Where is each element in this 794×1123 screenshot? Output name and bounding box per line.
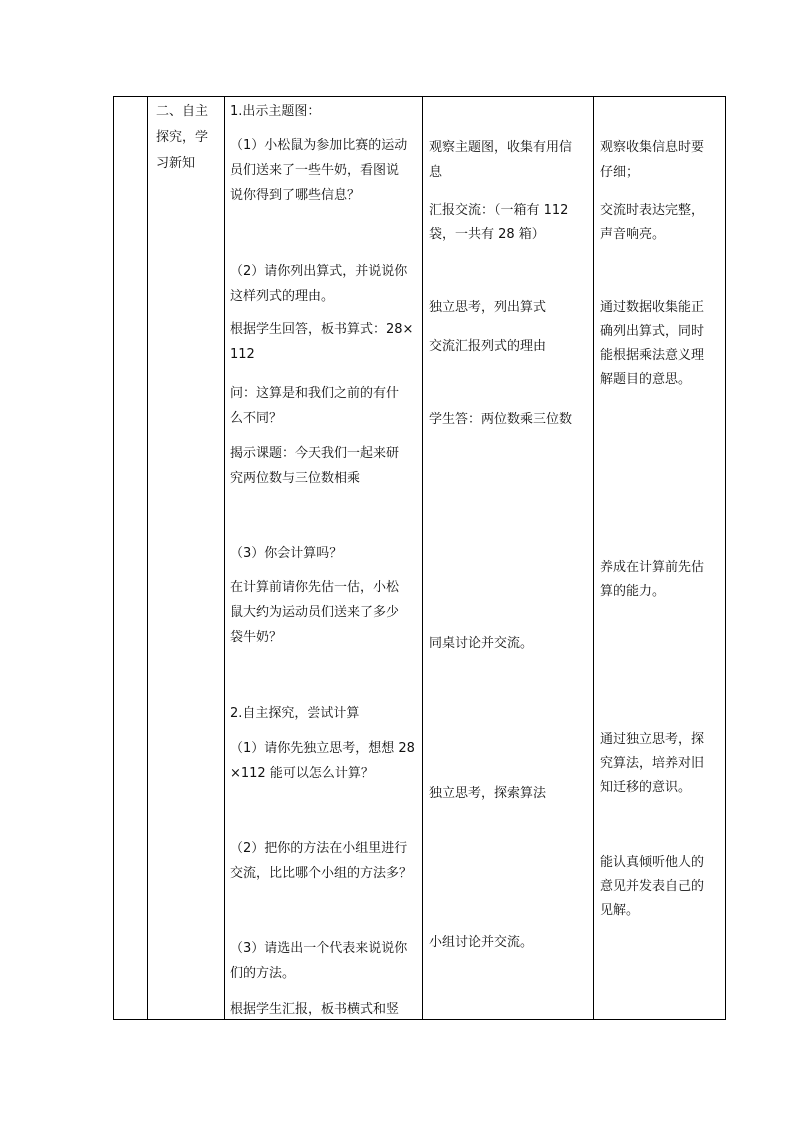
stage-column — [148, 96, 224, 1020]
teacher-text: 112 — [230, 347, 255, 362]
intent-text: 意见并发表自己的 — [600, 879, 705, 894]
student-text: 观察主题图，收集有用信 — [429, 140, 573, 155]
teacher-text: ×112 能可以怎么计算？ — [230, 766, 374, 781]
teacher-text: （3）你会计算吗？ — [230, 546, 343, 561]
table-line-left — [113, 96, 114, 1020]
intent-text: 知迁移的意识。 — [600, 780, 692, 795]
teacher-text: 交流，比比哪个小组的方法多？ — [230, 866, 413, 881]
student-text: 独立思考，列出算式 — [429, 300, 547, 315]
stage-line: 习新知 — [156, 156, 196, 171]
student-text: 袋，一共有 28 箱） — [429, 227, 545, 242]
teacher-text: （2）把你的方法在小组里进行 — [230, 841, 408, 856]
teacher-text: 员们送来了一些牛奶，看图说 — [230, 163, 400, 178]
teacher-text: 问：这算是和我们之前的有什 — [230, 386, 400, 401]
teacher-text: 揭示课题：今天我们一起来研 — [230, 446, 400, 461]
intent-text: 究算法，培养对旧 — [600, 756, 705, 771]
teacher-text: （2）请你列出算式，并说说你 — [230, 264, 408, 279]
intent-text: 确列出算式，同时 — [600, 324, 705, 339]
design-intent-column — [594, 96, 725, 1020]
student-text: 学生答：两位数乘三位数 — [429, 412, 573, 427]
student-text: 息 — [429, 165, 443, 180]
teacher-text: 在计算前请你先估一估，小松 — [230, 580, 400, 595]
teacher-text: 袋牛奶？ — [230, 630, 283, 645]
teacher-text: 2.自主探究，尝试计算 — [230, 706, 360, 721]
intent-text: 解题目的意思。 — [600, 372, 692, 387]
student-text: 交流汇报列式的理由 — [429, 339, 547, 354]
intent-text: 见解。 — [600, 903, 640, 918]
teacher-text: 这样列式的理由。 — [230, 289, 335, 304]
table-line-right — [725, 96, 726, 1020]
student-text: 同桌讨论并交流。 — [429, 636, 534, 651]
intent-text: 声音响亮。 — [600, 227, 666, 242]
student-text: 汇报交流：（一箱有 112 — [429, 203, 569, 218]
student-text: 独立思考，探索算法 — [429, 786, 547, 801]
stage-line: 二、自主 — [156, 104, 209, 119]
teacher-text: 们的方法。 — [230, 966, 296, 981]
intent-text: 通过独立思考，探 — [600, 732, 705, 747]
intent-text: 观察收集信息时要 — [600, 140, 705, 155]
teacher-text: 根据学生汇报，板书横式和竖 — [230, 1002, 400, 1017]
teacher-text: 究两位数与三位数相乘 — [230, 471, 361, 486]
teacher-text: 鼠大约为运动员们送来了多少 — [230, 605, 400, 620]
intent-text: 通过数据收集能正 — [600, 300, 705, 315]
intent-text: 能根据乘法意义理 — [600, 348, 705, 363]
intent-text: 仔细； — [600, 165, 640, 180]
teacher-text: 根据学生回答，板书算式：28× — [230, 322, 414, 337]
teacher-activity-column — [225, 96, 422, 1020]
teacher-text: （1）小松鼠为参加比赛的运动 — [230, 138, 408, 153]
teacher-text: （3）请选出一个代表来说说你 — [230, 941, 408, 956]
teacher-text: （1）请你先独立思考，想想 28 — [230, 741, 415, 756]
student-text: 小组讨论并交流。 — [429, 935, 534, 950]
intent-text: 交流时表达完整， — [600, 203, 705, 218]
student-activity-column — [423, 96, 593, 1020]
teacher-text: 么不同？ — [230, 411, 283, 426]
intent-text: 算的能力。 — [600, 584, 666, 599]
intent-text: 能认真倾听他人的 — [600, 855, 705, 870]
intent-text: 养成在计算前先估 — [600, 560, 705, 575]
teacher-text: 1.出示主题图： — [230, 104, 321, 119]
stage-line: 探究，学 — [156, 130, 209, 145]
teacher-text: 说你得到了哪些信息？ — [230, 188, 361, 203]
